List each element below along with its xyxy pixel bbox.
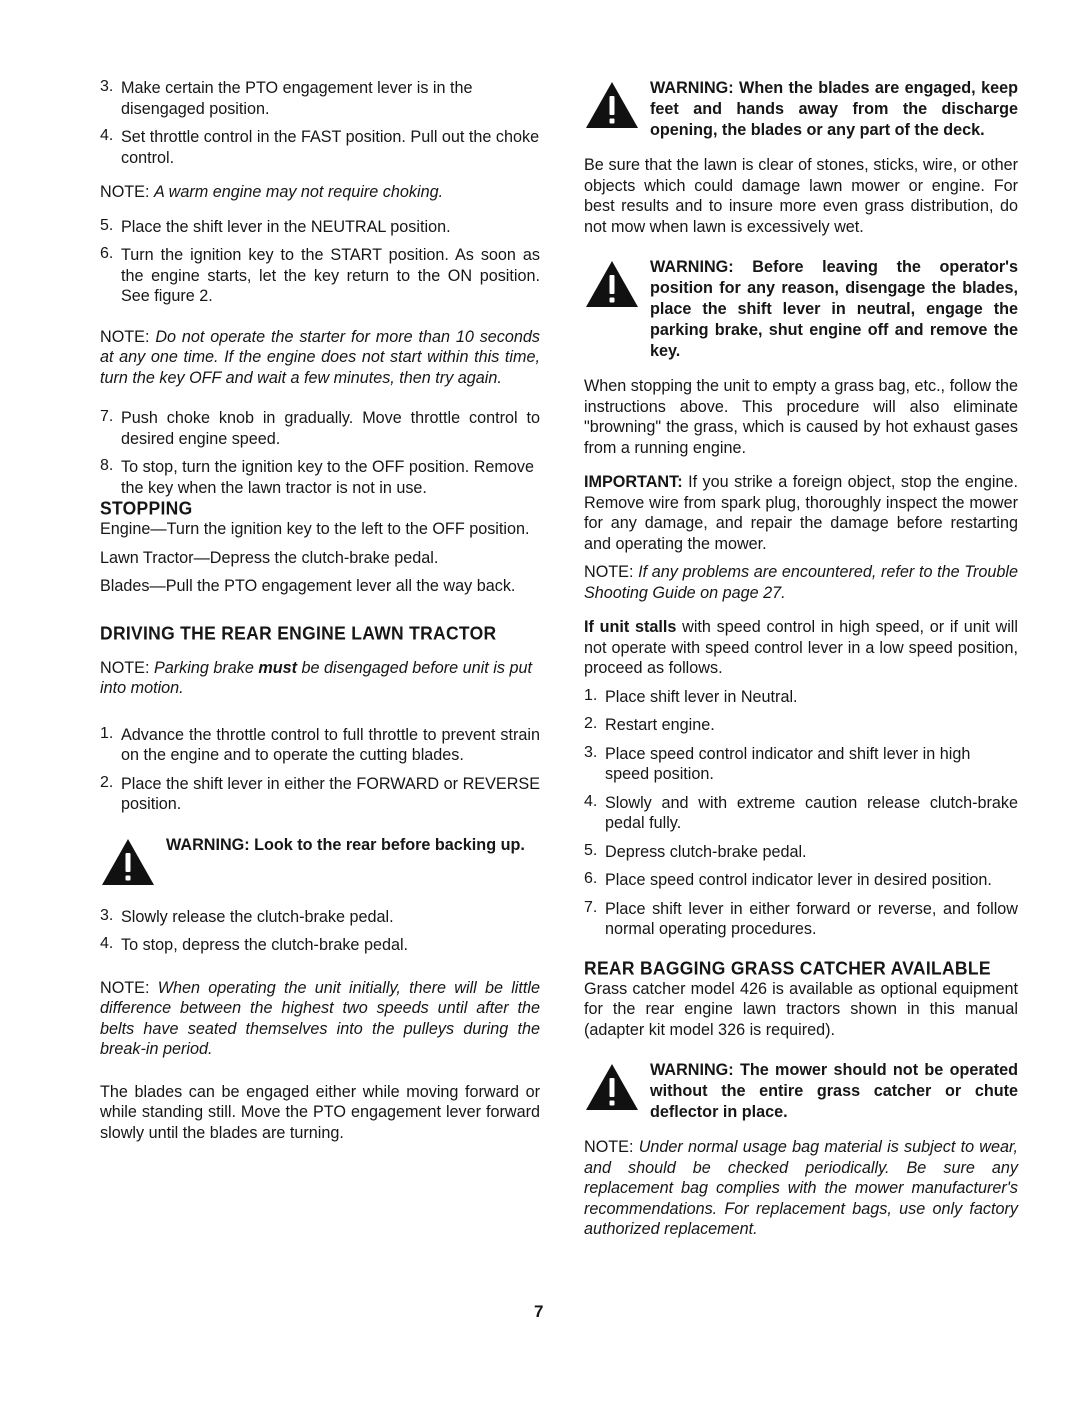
warning-look-rear: WARNING: Look to the rear before backing up.	[100, 835, 540, 887]
list-item: 1. Place shift lever in Neutral.	[584, 686, 798, 706]
note-choking: NOTE: A warm engine may not require choking.	[100, 183, 444, 201]
list-item: 8. To stop, turn the ignition key to the OFF position. Remove the key when the lawn tractor is not in use.	[100, 457, 534, 497]
heading-stopping: STOPPING	[100, 497, 193, 519]
steps-list-b	[100, 217, 540, 307]
warning-blades-engaged: WARNING: When the blades are engaged, keep feet and hands away from the discharge opening, the blades or any part of the deck.	[584, 78, 1018, 141]
warning-triangle-icon	[584, 259, 640, 309]
important-foreign-object: IMPORTANT: If you strike a foreign object, stop the engine. Remove wire from spark plug, thoroughly inspect the mower for any damage, and repair the damage before restarting and operating the mower.	[584, 473, 1018, 553]
steps-list-d	[100, 725, 540, 815]
note-starter: NOTE: Do not operate the starter for more than 10 seconds at any one time. If the engine does not start within this time, turn the key OFF and wait a few minutes, then try again.	[100, 327, 541, 387]
list-item: 4. Slowly and with extreme caution release clutch-brake pedal fully.	[584, 792, 1018, 832]
list-item: 1. Advance the throttle control to full throttle to prevent strain on the engine and to operate the cutting blades.	[100, 724, 540, 764]
list-item: 6. Place speed control indicator lever in desired position.	[584, 870, 992, 889]
note-parking-brake: NOTE: Parking brake must be disengaged before unit is put into motion.	[100, 658, 532, 697]
note-trouble-shooting: NOTE: If any problems are encountered, refer to the Trouble Shooting Guide on page 27.	[584, 563, 1018, 602]
list-item: 3. Make certain the PTO engagement lever is in the disengaged position.	[100, 78, 473, 118]
heading-driving: DRIVING THE REAR ENGINE LAWN TRACTOR	[100, 621, 497, 644]
list-item: 5. Depress clutch-brake pedal.	[584, 841, 807, 861]
para-grass-catcher: Grass catcher model 426 is available as optional equipment for the rear engine lawn tractors shown in this manual (adapter kit model 326 is required).	[584, 979, 1018, 1039]
para-stopping-unit: When stopping the unit to empty a grass bag, etc., follow the instructions above. This procedure will also eliminate "browning" the grass, which is caused by hot exhaust gases from a running engine.	[584, 377, 1018, 457]
steps-list-a	[100, 78, 540, 168]
note-break-in: NOTE: When operating the unit initially, there will be little difference between the highest two speeds until after the belts have seated themselves into the pulleys during the break-in period.	[100, 978, 540, 1058]
list-item: 3. Place speed control indicator and shift lever in high speed position.	[584, 743, 971, 783]
page-number: 7	[534, 1302, 544, 1321]
warning-leaving-position: WARNING: Before leaving the operator's position for any reason, disengage the blades, place the shift lever in neutral, engage the parking brake, shut engine off and remove the key.	[584, 257, 1018, 362]
list-item: 4. Set throttle control in the FAST position. Pull out the choke control.	[100, 127, 540, 167]
para-blades-engaged: The blades can be engaged either while moving forward or while standing still. Move the PTO engagement lever forward slowly until the blades are turning.	[100, 1082, 540, 1142]
list-item: 5. Place the shift lever in the NEUTRAL position.	[100, 216, 451, 236]
stop-engine: Engine—Turn the ignition key to the left to the OFF position.	[100, 520, 530, 538]
list-item: 4. To stop, depress the clutch-brake pedal.	[100, 935, 409, 954]
para-unit-stalls: If unit stalls with speed control in high speed, or if unit will not operate with speed control lever in a low speed position, proceed as follows.	[584, 618, 1019, 677]
list-item: 6. Turn the ignition key to the START position. As soon as the engine starts, let the key return to the ON position. See figure 2.	[100, 245, 540, 305]
steps-list-f	[584, 687, 1018, 940]
warning-triangle-icon	[584, 80, 640, 130]
steps-list-e	[100, 907, 540, 956]
stop-tractor: Lawn Tractor—Depress the clutch-brake pedal.	[100, 548, 439, 567]
warning-grass-catcher: WARNING: The mower should not be operated without the entire grass catcher or chute deflector in place.	[584, 1060, 1018, 1123]
right-column	[584, 78, 1018, 1240]
warning-triangle-icon	[100, 837, 156, 887]
list-item: 2. Restart engine.	[584, 715, 715, 734]
list-item: 2. Place the shift lever in either the FORWARD or REVERSE position.	[100, 773, 540, 813]
list-item: 7. Place shift lever in either forward or reverse, and follow normal operating procedures.	[584, 898, 1018, 938]
heading-rear-bagging: REAR BAGGING GRASS CATCHER AVAILABLE	[584, 956, 991, 979]
list-item: 3. Slowly release the clutch-brake pedal.	[100, 906, 394, 926]
para-lawn-clear: Be sure that the lawn is clear of stones, sticks, wire, or other objects which could damage lawn mower or engine. For best results and to insure more even grass distribution, do not mow when lawn is excessively wet.	[584, 156, 1018, 236]
stop-blades: Blades—Pull the PTO engagement lever all the way back.	[100, 577, 516, 595]
note-bag-material: NOTE: Under normal usage bag material is subject to wear, and should be checked periodically. Be sure any replacement bag complies with the mower manufacturer's recommendations. For replacement bags, use only factory authorized replacement.	[584, 1138, 1018, 1238]
steps-list-c	[100, 408, 540, 498]
list-item: 7. Push choke knob in gradually. Move throttle control to desired engine speed.	[100, 408, 540, 448]
left-column	[100, 78, 540, 1143]
warning-triangle-icon	[584, 1062, 640, 1112]
